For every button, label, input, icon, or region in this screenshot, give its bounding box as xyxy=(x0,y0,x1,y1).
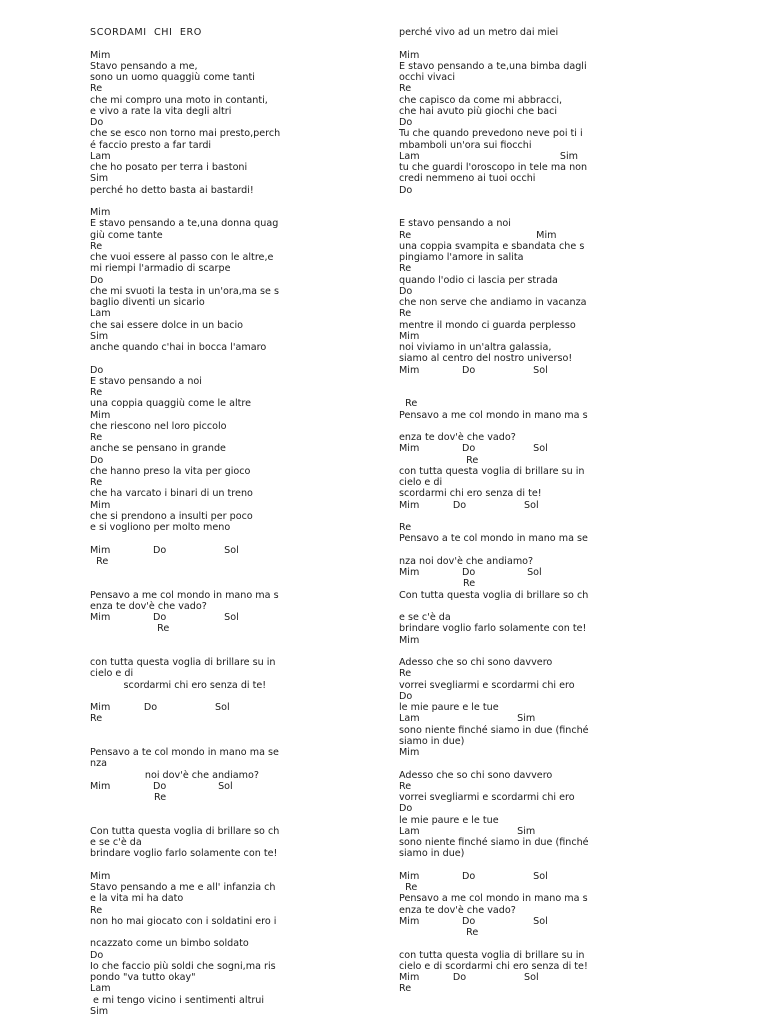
chord-line: Mim Do Sol xyxy=(90,544,239,556)
chord-line: Re xyxy=(90,792,167,803)
left-column xyxy=(90,27,305,1017)
lyric-line: Stavo pensando a me, xyxy=(90,60,198,72)
lyric-line: brindare voglio farlo solamente con te! xyxy=(399,623,587,635)
stanza-gap xyxy=(90,196,305,207)
lyric-line: cielo e di xyxy=(399,477,443,488)
lyric-line: mentre il mondo ci guarda perplesso xyxy=(399,319,576,331)
chord-line: Mim Do Sol xyxy=(399,870,548,882)
chord-line: Re xyxy=(90,432,103,443)
stanza-gap xyxy=(90,353,305,364)
lyric-line: le mie paure e le tue xyxy=(399,814,499,826)
chord-line: Mim xyxy=(90,49,111,61)
lyric-line: E stavo pensando a noi xyxy=(90,375,202,387)
chord-line: Mim xyxy=(90,870,111,882)
lyric-line: ncazzato come un bimbo soldato xyxy=(90,938,249,950)
chord-line: Re xyxy=(90,623,170,635)
lyric-line: mi riempi l'armadio di scarpe xyxy=(90,263,231,275)
lyric-line: enza te dov'è che vado? xyxy=(90,600,207,612)
chord-line: Re xyxy=(399,454,479,466)
chord-line: Do xyxy=(90,117,104,128)
chord-line: Re Mim xyxy=(399,229,557,241)
chord-line: Do xyxy=(399,690,413,702)
chord-line: Lam xyxy=(90,983,111,995)
lyric-line: E stavo pensando a te,una donna quag xyxy=(90,218,279,230)
lyric-line: vorrei svegliarmi e scordarmi chi ero xyxy=(399,679,575,691)
stanza-gap xyxy=(90,803,305,826)
stanza-gap xyxy=(90,860,305,871)
lyric-line: anche se pensano in grande xyxy=(90,443,226,455)
lyric-line: Pensavo a te col mondo in mano ma se xyxy=(399,533,588,545)
chord-line: Mim Do Sol xyxy=(90,702,230,713)
chord-line: Lam xyxy=(90,150,111,162)
chord-line: Do xyxy=(90,949,104,961)
lyric-line: che mi compro una moto in contanti, xyxy=(90,94,268,106)
stanza-gap xyxy=(399,376,614,399)
lyric-line: tu che guardi l'oroscopo in tele ma non xyxy=(399,162,588,173)
chord-line: Do xyxy=(90,274,104,286)
lyric-line: che riescono nel loro piccolo xyxy=(90,420,227,432)
chord-line: Mim xyxy=(90,499,111,511)
chord-line: Re xyxy=(90,477,103,488)
chord-line: Re xyxy=(399,398,418,410)
lyric-line: enza te dov'è che vado? xyxy=(399,904,516,916)
lyric-line: noi dov'è che andiamo? xyxy=(90,769,259,781)
chord-line: Re xyxy=(399,83,412,95)
chord-line: Re xyxy=(399,263,412,275)
stanza-gap xyxy=(399,511,614,522)
chord-line: Sim xyxy=(90,173,109,185)
stanza-gap xyxy=(399,196,614,219)
stanza-gap xyxy=(399,758,614,769)
lyric-line: pingiamo l'amore in salita xyxy=(399,252,524,263)
lyric-line: E stavo pensando a noi xyxy=(399,218,511,230)
chord-line: Re xyxy=(90,83,103,95)
lyric-line: con tutta questa voglia di brillare su in xyxy=(399,949,585,961)
chord-line: Mim Do Sol xyxy=(399,499,539,511)
lyric-line: che hanno preso la vita per gioco xyxy=(90,465,251,477)
stanza-gap xyxy=(399,860,614,871)
lyric-line: enza te dov'è che vado? xyxy=(399,432,516,443)
lyric-line: e mi tengo vicino i sentimenti altrui xyxy=(90,994,265,1006)
lyric-line: e se c'è da xyxy=(90,837,142,848)
lyric-line: Con tutta questa voglia di brillare so ch xyxy=(399,589,589,601)
lyric-line: e la vita mi ha dato xyxy=(90,893,184,905)
lyric-line: Io che faccio più soldi che sogni,ma ris xyxy=(90,960,276,972)
lyric-line: giù come tante xyxy=(90,229,163,241)
chord-line: Re xyxy=(399,522,412,533)
chord-line: Re xyxy=(399,927,479,938)
lyric-line: mbamboli un'ora sui fiocchi xyxy=(399,139,532,151)
lyric-line: nza noi dov'è che andiamo? xyxy=(399,555,534,567)
lyric-line: baglio diventi un sicario xyxy=(90,297,205,308)
lyric-line: scordarmi chi ero senza di te! xyxy=(399,488,542,500)
stanza-gap xyxy=(399,938,614,949)
lyric-line: Pensavo a me col mondo in mano ma s xyxy=(90,589,279,601)
lyric-line: che sai essere dolce in un bacio xyxy=(90,319,244,331)
lyric-line: Pensavo a me col mondo in mano ma s xyxy=(399,893,588,905)
chord-line: Sim xyxy=(90,1005,109,1017)
chord-line: Do xyxy=(90,364,104,376)
lyric-line: siamo in due) xyxy=(399,848,465,860)
chord-line: Do xyxy=(399,184,413,196)
stanza-gap xyxy=(399,38,614,49)
chord-line: Re xyxy=(399,983,412,995)
lyric-line: quando l'odio ci lascia per strada xyxy=(399,274,558,286)
chord-line: Re xyxy=(399,308,412,320)
lyric-line: Tu che quando prevedono neve poi ti i xyxy=(399,128,583,140)
lyric-line: che capisco da come mi abbracci, xyxy=(399,94,563,106)
stanza-gap xyxy=(90,567,305,590)
lyric-line: perché vivo ad un metro dai miei xyxy=(399,27,559,38)
chord-line: Do xyxy=(90,454,104,466)
lyric-line: e si vogliono per molto meno xyxy=(90,522,231,533)
lyric-line: che hai avuto più giochi che baci xyxy=(399,105,558,117)
chord-line: Mim xyxy=(399,634,420,646)
lyric-line: scordarmi chi ero senza di te! xyxy=(90,679,267,691)
lyric-line: Pensavo a me col mondo in mano ma s xyxy=(399,409,588,421)
lyric-line: siamo in due) xyxy=(399,735,465,747)
stanza-gap xyxy=(90,927,305,938)
chord-line: Do xyxy=(399,803,413,815)
chord-line: Re xyxy=(399,780,412,792)
chord-line: Re xyxy=(399,578,476,590)
chord-line: Mim Do Sol xyxy=(399,915,548,927)
right-column xyxy=(399,27,614,995)
lyric-line: é faccio presto a far tardi xyxy=(90,139,212,151)
chord-line: Re xyxy=(399,668,412,680)
chord-line: Mim Do Sol xyxy=(90,780,233,792)
stanza-gap xyxy=(90,533,305,544)
lyric-line: Con tutta questa voglia di brillare so ch xyxy=(90,825,280,837)
chord-line: Re xyxy=(399,882,418,893)
lyric-line: anche quando c'hai in bocca l'amaro xyxy=(90,342,267,353)
lyric-line: E stavo pensando a te,una bimba dagli xyxy=(399,60,587,72)
lyric-line: perché ho detto basta ai bastardi! xyxy=(90,184,254,196)
stanza-gap xyxy=(399,646,614,657)
lyric-line: una coppia quaggiù come le altre xyxy=(90,398,252,410)
lyric-line: con tutta questa voglia di brillare su in xyxy=(399,465,585,477)
chord-line: Do xyxy=(399,285,413,297)
chord-line: Lam xyxy=(90,308,111,320)
stanza-gap xyxy=(90,635,305,658)
chord-line: Mim Do Sol xyxy=(399,972,539,983)
stanza-gap xyxy=(399,601,614,612)
chord-line: Re xyxy=(90,904,103,916)
lyric-line: sono un uomo quaggiù come tanti xyxy=(90,72,255,83)
chord-line: Mim xyxy=(399,49,420,61)
lyric-line: che non serve che andiamo in vacanza xyxy=(399,297,587,308)
chord-line: Re xyxy=(90,387,103,398)
chord-line: Re xyxy=(90,713,103,725)
lyric-line: brindare voglio farlo solamente con te! xyxy=(90,848,278,860)
lyric-line: che ho posato per terra i bastoni xyxy=(90,162,248,173)
chord-line: Mim Do Sol xyxy=(399,567,542,578)
lyric-line: che se esco non torno mai presto,perch xyxy=(90,128,281,140)
lyric-line: con tutta questa voglia di brillare su in xyxy=(90,657,276,668)
lyric-line: le mie paure e le tue xyxy=(399,702,499,713)
stanza-gap xyxy=(90,725,305,748)
lyric-line: siamo al centro del nostro universo! xyxy=(399,353,573,365)
lyric-line: Adesso che so chi sono davvero xyxy=(399,657,553,668)
lyric-line: Adesso che so chi sono davvero xyxy=(399,769,553,781)
stanza-gap xyxy=(90,691,305,702)
lyric-line: cielo e di scordarmi chi ero senza di te! xyxy=(399,960,588,972)
lyric-line: sono niente finché siamo in due (finché xyxy=(399,837,589,848)
chord-line: Mim Do Sol xyxy=(399,443,548,455)
chord-line: Mim xyxy=(399,747,420,758)
lyric-line: Stavo pensando a me e all' infanzia ch xyxy=(90,882,276,893)
chord-line: Mim xyxy=(399,330,420,342)
chord-line: Re xyxy=(90,555,109,567)
lyric-line: e vivo a rate la vita degli altri xyxy=(90,105,232,117)
chord-line: Lam Sim xyxy=(399,713,536,725)
lyric-line: una coppia svampita e sbandata che s xyxy=(399,240,585,252)
lyric-line: cielo e di xyxy=(90,668,134,680)
lyric-line: nza xyxy=(90,758,107,770)
lyric-line: credi nemmeno ai tuoi occhi xyxy=(399,173,536,185)
lyric-line: Pensavo a te col mondo in mano ma se xyxy=(90,747,279,758)
lyric-line: noi viviamo in un'altra galassia, xyxy=(399,342,552,353)
lyric-line: sono niente finché siamo in due (finché xyxy=(399,724,589,736)
chord-line: Mim Do Sol xyxy=(90,612,239,623)
chord-line: Re xyxy=(90,240,103,252)
lyric-line: che ha varcato i binari di un treno xyxy=(90,488,253,500)
lyric-line: non ho mai giocato con i soldatini ero i xyxy=(90,915,277,927)
chord-line: Mim xyxy=(90,207,111,218)
chord-line: Lam Sim xyxy=(399,825,536,837)
stanza-gap xyxy=(399,421,614,432)
chord-line: Lam Sim xyxy=(399,150,578,162)
lyric-line: pondo "va tutto okay" xyxy=(90,972,196,983)
chord-line: Mim xyxy=(90,409,111,421)
lyric-line: e se c'è da xyxy=(399,612,451,623)
lyric-line: occhi vivaci xyxy=(399,72,456,83)
lyric-line: che mi svuoti la testa in un'ora,ma se s xyxy=(90,285,279,297)
lyric-line: vorrei svegliarmi e scordarmi chi ero xyxy=(399,792,575,803)
chord-line: Do xyxy=(399,117,413,128)
song-title: SCORDAMI CHI ERO xyxy=(90,27,202,38)
lyric-line: che vuoi essere al passo con le altre,e xyxy=(90,252,274,263)
stanza-gap xyxy=(90,38,305,49)
stanza-gap xyxy=(399,545,614,556)
chord-line: Sim xyxy=(90,330,109,342)
lyric-line: che si prendono a insulti per poco xyxy=(90,510,253,522)
chord-line: Mim Do Sol xyxy=(399,364,548,376)
